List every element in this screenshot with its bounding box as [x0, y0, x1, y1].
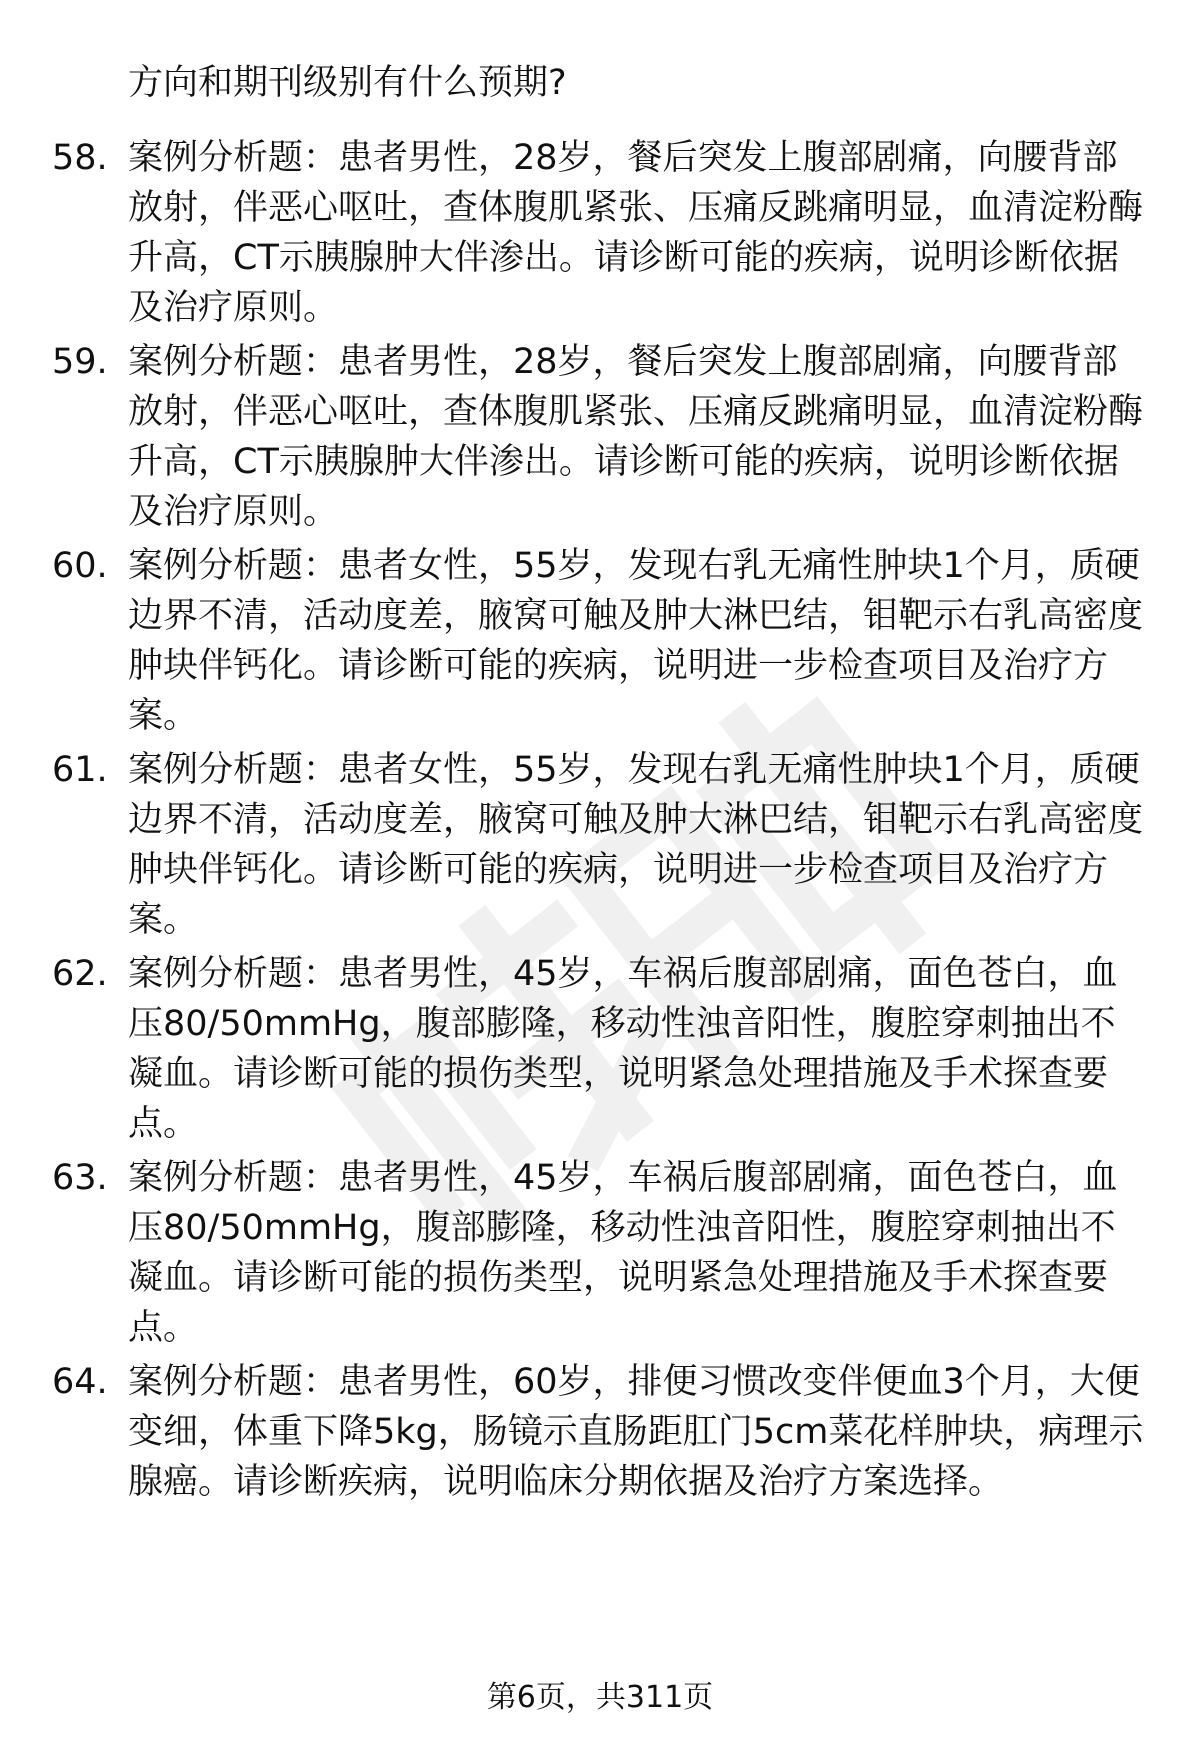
question-number: 59. — [52, 342, 108, 382]
question-text: 案例分析题：患者男性，45岁，车祸后腹部剧痛，面色苍白，血压80/50mmHg，腹部膨隆，移动性浊音阳性，腹腔穿刺抽出不凝血。请诊断可能的损伤类型，说明紧急处理措施及手术探查要点。 — [128, 954, 1118, 1144]
question-text: 案例分析题：患者女性，55岁，发现右乳无痛性肿块1个月，质硬边界不清，活动度差，腋窝可触及肿大淋巴结，钼靶示右乳高密度肿块伴钙化。请诊断可能的疾病，说明进一步检查项目及治疗方案。 — [128, 750, 1144, 940]
question-text: 案例分析题：患者男性，45岁，车祸后腹部剧痛，面色苍白，血压80/50mmHg，腹部膨隆，移动性浊音阳性，腹腔穿刺抽出不凝血。请诊断可能的损伤类型，说明紧急处理措施及手术探查要点。 — [128, 1158, 1118, 1348]
question-number: 58. — [52, 138, 108, 178]
question-number: 62. — [52, 954, 108, 994]
question-text: 案例分析题：患者男性，28岁，餐后突发上腹部剧痛，向腰背部放射，伴恶心呕吐，查体腹肌紧张、压痛反跳痛明显，血清淀粉酶升高，CT示胰腺肿大伴渗出。请诊断可能的疾病，说明诊断依据及治疗原则。 — [128, 342, 1144, 532]
question-number: 63. — [52, 1158, 108, 1198]
question-number: 60. — [52, 546, 108, 586]
page-footer: 第6页，共311页 — [486, 1680, 714, 1715]
question-text: 案例分析题：患者女性，55岁，发现右乳无痛性肿块1个月，质硬边界不清，活动度差，腋窝可触及肿大淋巴结，钼靶示右乳高密度肿块伴钙化。请诊断可能的疾病，说明进一步检查项目及治疗方案。 — [128, 546, 1144, 736]
question-text: 案例分析题：患者男性，28岁，餐后突发上腹部剧痛，向腰背部放射，伴恶心呕吐，查体腹肌紧张、压痛反跳痛明显，血清淀粉酶升高，CT示胰腺肿大伴渗出。请诊断可能的疾病，说明诊断依据及治疗原则。 — [128, 138, 1144, 328]
question-text: 案例分析题：患者男性，60岁，排便习惯改变伴便血3个月，大便变细，体重下降5kg，肠镜示直肠距肛门5cm菜花样肿块，病理示腺癌。请诊断疾病，说明临床分期依据及治疗方案选择。 — [128, 1362, 1144, 1502]
continuation-text: 方向和期刊级别有什么预期? — [128, 63, 567, 103]
question-number: 64. — [52, 1362, 108, 1402]
question-number: 61. — [52, 750, 108, 790]
